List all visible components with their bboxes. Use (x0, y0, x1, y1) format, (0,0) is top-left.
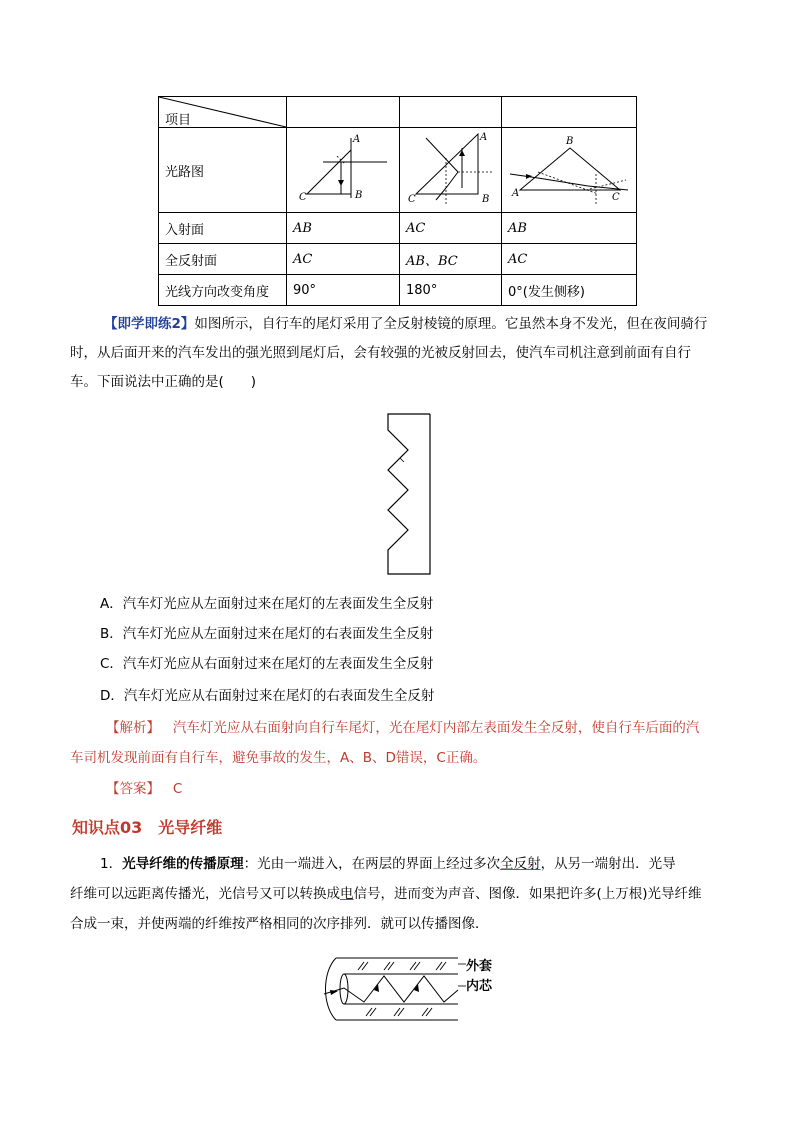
table-header-row (159, 97, 637, 128)
analysis-line-2: 车司机发现前面有自行车，避免事故的发生，A、B、D错误，C正确。 (70, 750, 487, 766)
bicycle-reflector-figure (380, 412, 434, 578)
fiber-outer-label: 外套 (466, 959, 493, 974)
fiber-principle-title: 光导纤维的传播原理 (122, 856, 244, 872)
svg-text:A: A (512, 188, 520, 199)
table-row: 全反射面 AC AB、BC AC (159, 244, 637, 275)
svg-text:A: A (480, 132, 488, 143)
answer-value: C (172, 781, 183, 797)
answer-tag: 【答案】 (106, 781, 160, 797)
table-header-cell (159, 97, 287, 128)
fiber-paragraph-line-3: 合成一束，并使两端的纤维按严格相同的次序排列．就可以传播图像． (70, 916, 489, 932)
analysis-tag: 【解析】 (106, 720, 160, 736)
option-a: A．汽车灯光应从左面射过来在尾灯的左表面发生全反射 (100, 596, 434, 612)
row-label: 光路图 (159, 128, 287, 213)
table-header-label: 项目 (165, 112, 192, 128)
light-path-diagram-0 (502, 128, 637, 213)
option-c: C．汽车灯光应从右面射过来在尾灯的左表面发生全反射 (100, 656, 434, 672)
exercise-line-3: 车。下面说法中正确的是( ) (70, 374, 257, 390)
svg-text:C: C (408, 194, 416, 205)
fiber-paragraph-line-1: 1．光导纤维的传播原理：光由一端进入，在两层的界面上经过多次全反射，从另一端射出．光导 (100, 856, 676, 872)
option-b: B．汽车灯光应从左面射过来在尾灯的右表面发生全反射 (100, 626, 434, 642)
table-row: 光线方向改变角度 90° 180° 0°(发生侧移) (159, 275, 637, 306)
option-d: D．汽车灯光应从右面射过来在尾灯的右表面发生全反射 (100, 688, 435, 704)
table-row (159, 128, 637, 213)
light-path-diagram-180 (400, 128, 502, 213)
light-path-diagram-90 (287, 128, 400, 213)
label-A: A (353, 134, 361, 145)
svg-text:B: B (566, 136, 574, 147)
prism-comparison-table (158, 96, 637, 306)
fiber-paragraph-line-2: 纤维可以远距离传播光，光信号又可以转换成电信号，进而变为声音、图像．如果把许多(上万根)光导纤维 (70, 886, 702, 902)
analysis-line-1: 【解析】 汽车灯光应从右面射向自行车尾灯，光在尾灯内部左表面发生全反射，使自行车后面的汽 (106, 720, 700, 736)
answer-line (106, 775, 182, 804)
exercise-line-1: 【即学即练2】如图所示，自行车的尾灯采用了全反射棱镜的原理。它虽然本身不发光，但在夜间骑行 (104, 316, 708, 332)
label-B: B (355, 190, 363, 201)
svg-text:C: C (612, 192, 620, 203)
exercise-tag: 【即学即练2】 (104, 316, 195, 332)
optical-fiber-diagram (318, 950, 508, 1028)
fiber-core-label: 内芯 (466, 979, 493, 994)
prism-0-diagram (508, 128, 630, 208)
label-C: C (299, 192, 307, 203)
knowledge-point-title: 知识点03 光导纤维 (72, 818, 223, 837)
table-row: 入射面 AB AC AB (159, 213, 637, 244)
prism-90-diagram (293, 128, 393, 208)
svg-text:B: B (482, 194, 490, 205)
prism-180-diagram (406, 128, 495, 208)
exercise-line-2: 时，从后面开来的汽车发出的强光照到尾灯后，会有较强的光被反射回去，使汽车司机注意到前面有自行 (70, 345, 691, 361)
